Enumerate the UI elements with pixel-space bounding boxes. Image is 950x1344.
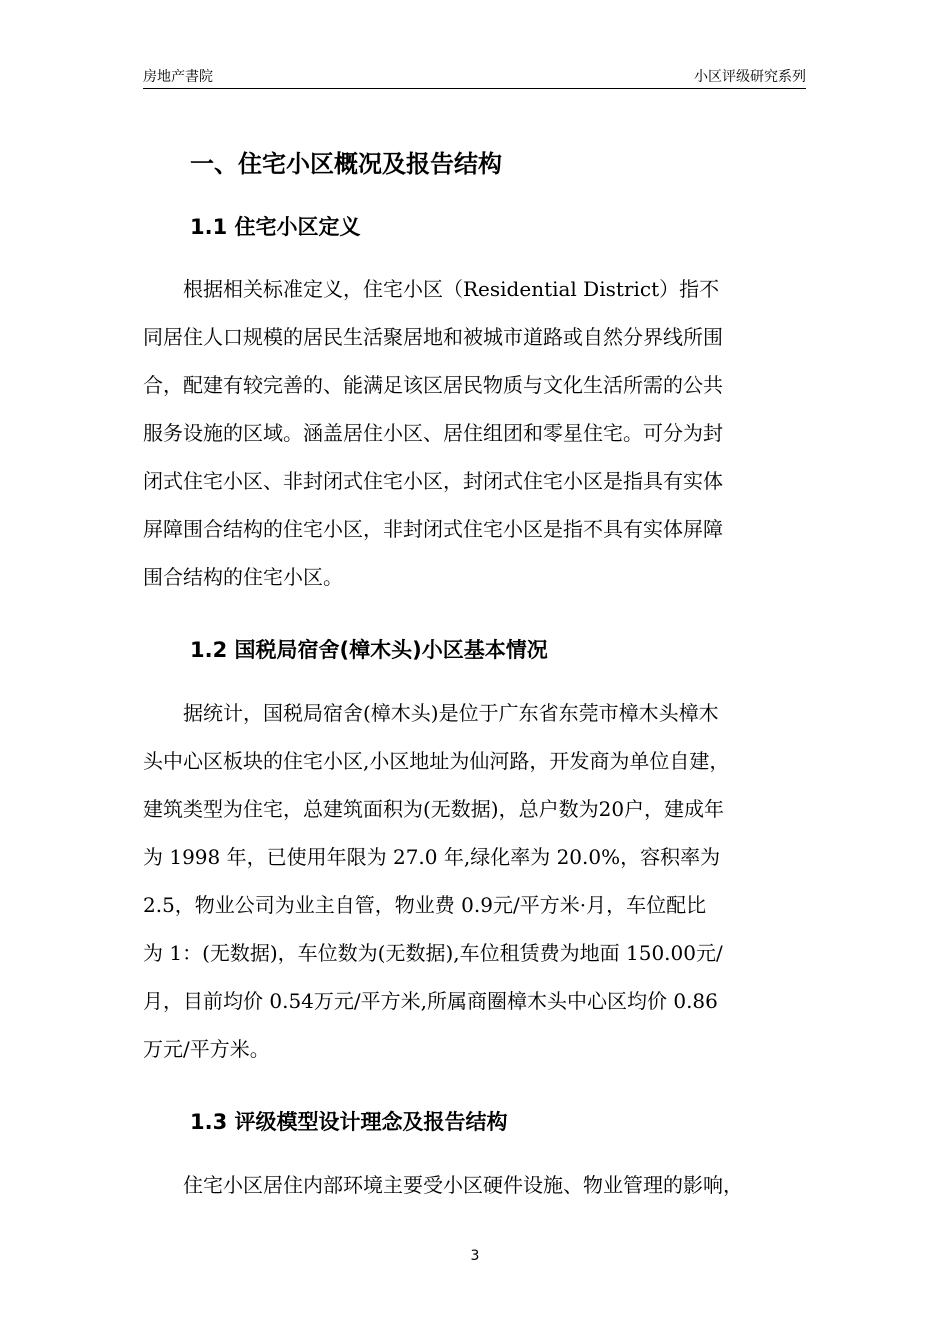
paragraph-line: 服务设施的区域。涵盖居住小区、居住组团和零星住宅。可分为封 [143, 421, 723, 445]
paragraph-model-design [143, 1161, 809, 1209]
paragraph-line: 头中心区板块的住宅小区,小区地址为仙河路，开发商为单位自建， [143, 749, 730, 773]
paragraph-definition [143, 265, 809, 601]
paragraph-line: 2.5，物业公司为业主自管，物业费 0.9元/平方米·月，车位配比 [143, 893, 707, 917]
paragraph-line: 为 1：(无数据)，车位数为(无数据),车位租赁费为地面 150.00元/ [143, 941, 723, 965]
page-number: 3 [470, 1248, 480, 1264]
paragraph-line: 万元/平方米。 [143, 1037, 270, 1061]
paragraph-line: 根据相关标准定义，住宅小区（Residential District）指不 [143, 277, 720, 301]
paragraph-line: 月，目前均价 0.54万元/平方米,所属商圈樟木头中心区均价 0.86 [143, 989, 718, 1013]
header-left-title: 房地产書院 [143, 69, 213, 85]
paragraph-line: 建筑类型为住宅，总建筑面积为(无数据)，总户数为20户，建成年 [143, 797, 725, 821]
paragraph-line: 围合结构的住宅小区。 [143, 565, 343, 589]
paragraph-line: 屏障围合结构的住宅小区，非封闭式住宅小区是指不具有实体屏障 [143, 517, 723, 541]
paragraph-line: 合，配建有较完善的、能满足该区居民物质与文化生活所需的公共 [143, 373, 723, 397]
paragraph-line: 为 1998 年，已使用年限为 27.0 年,绿化率为 20.0%，容积率为 [143, 845, 721, 869]
heading-1-1: 1.1 住宅小区定义 [190, 215, 361, 239]
section-title: 一、住宅小区概况及报告结构 [190, 150, 502, 178]
heading-1-2: 1.2 国税局宿舍(樟木头)小区基本情况 [190, 638, 548, 662]
page-header [143, 66, 806, 89]
paragraph-line: 同居住人口规模的居民生活聚居地和被城市道路或自然分界线所围 [143, 325, 723, 349]
header-right-title: 小区评级研究系列 [694, 69, 806, 85]
paragraph-line: 据统计，国税局宿舍(樟木头)是位于广东省东莞市樟木头樟木 [143, 701, 719, 725]
heading-1-3: 1.3 评级模型设计理念及报告结构 [190, 1110, 508, 1134]
paragraph-line: 住宅小区居住内部环境主要受小区硬件设施、物业管理的影响， [143, 1173, 743, 1197]
paragraph-basic-info [143, 689, 809, 1073]
paragraph-line: 闭式住宅小区、非封闭式住宅小区，封闭式住宅小区是指具有实体 [143, 469, 723, 493]
